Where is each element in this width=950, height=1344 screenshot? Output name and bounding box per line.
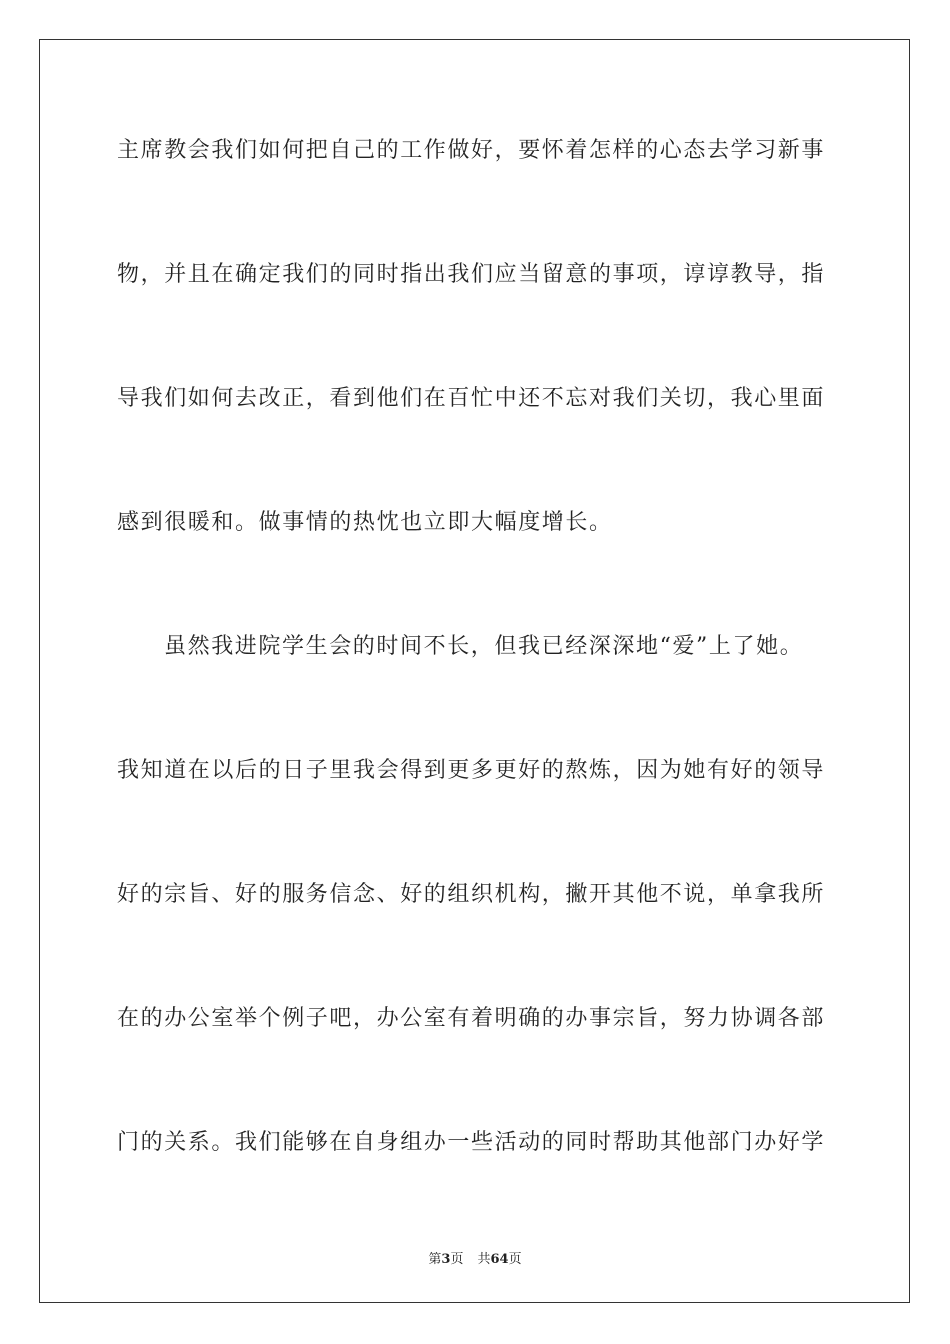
- text-line: 主席教会我们如何把自己的工作做好，要怀着怎样的心态去学习新事: [117, 138, 826, 163]
- text-line: 好的宗旨、好的服务信念、好的组织机构，撇开其他不说，单拿我所: [117, 882, 826, 907]
- text-line: 在的办公室举个例子吧，办公室有着明确的办事宗旨，努力协调各部: [117, 1006, 826, 1031]
- page-number: 3: [441, 1252, 451, 1267]
- text-line: 感到很暖和。做事情的热忱也立即大幅度增长。: [117, 510, 613, 535]
- text-line: 导我们如何去改正，看到他们在百忙中还不忘对我们关切，我心里面: [117, 386, 826, 411]
- text-line: 物，并且在确定我们的同时指出我们应当留意的事项，谆谆教导，指: [117, 262, 826, 287]
- total-pages: 64: [490, 1252, 509, 1267]
- text-line: 门的关系。我们能够在自身组办一些活动的同时帮助其他部门办好学: [117, 1130, 826, 1155]
- total-prefix: 共: [477, 1252, 491, 1267]
- page-prefix: 第: [428, 1252, 442, 1267]
- page-footer: [0, 1248, 950, 1267]
- page-suffix: 页: [450, 1252, 464, 1267]
- text-line: 我知道在以后的日子里我会得到更多更好的熬炼，因为她有好的领导: [117, 758, 826, 783]
- paragraph-first-line: 虽然我进院学生会的时间不长，但我已经深深地“爱”上了她。: [164, 634, 804, 659]
- document-body: [117, 131, 837, 1247]
- total-suffix: 页: [508, 1252, 522, 1267]
